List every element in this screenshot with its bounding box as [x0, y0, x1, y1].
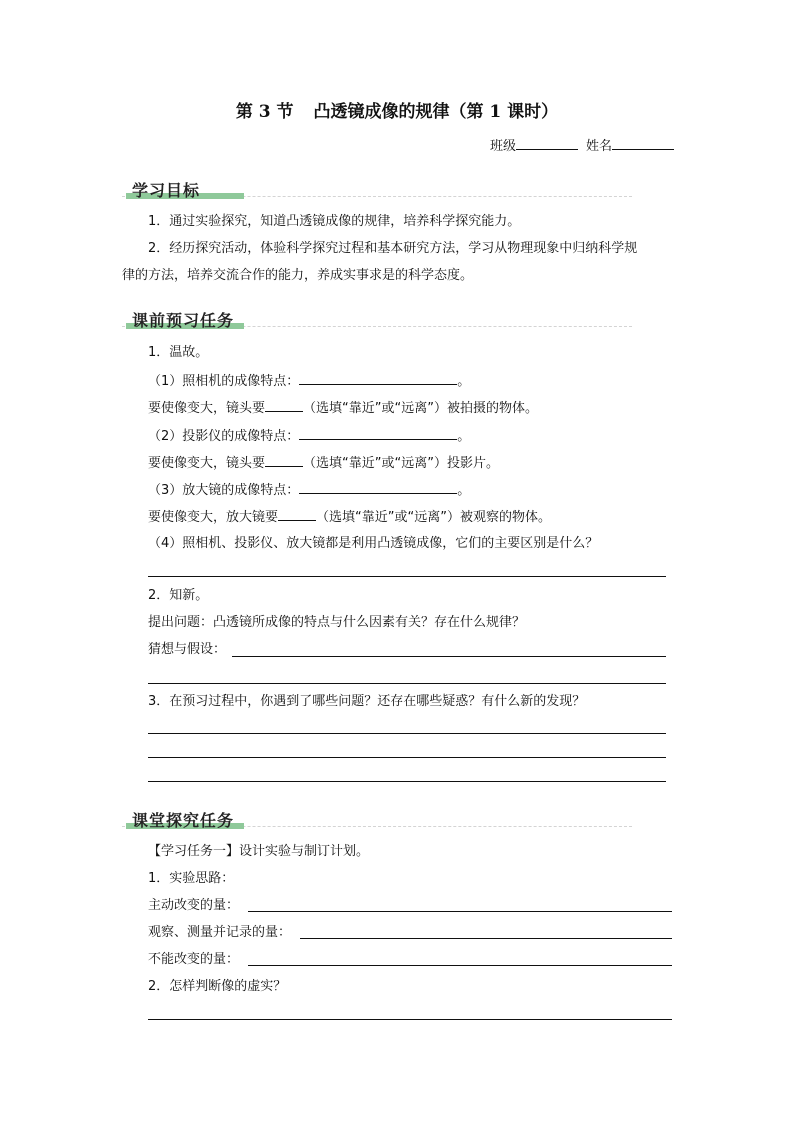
projector-question	[148, 426, 470, 446]
question-text: （选填“靠近”或“远离”）被拍摄的物体。	[303, 401, 538, 416]
objective-2-line2: 律的方法，培养交流合作的能力，养成实事求是的科学态度。	[122, 268, 474, 283]
measured-variable-label: 观察、测量并记录的量：	[148, 925, 292, 940]
question-text: （选填“靠近”或“远离”）投影片。	[303, 456, 499, 471]
name-label: 姓名	[585, 139, 612, 154]
question-text: 要使像变大，镜头要	[148, 456, 266, 471]
problems-question: 3．在预习过程中，你遇到了哪些问题？还存在哪些疑惑？有什么新的发现？	[148, 694, 586, 709]
new-heading: 2．知新。	[148, 588, 209, 603]
period: 。	[457, 483, 471, 498]
hypothesis-answer-line-2[interactable]	[148, 683, 666, 684]
class-field[interactable]	[516, 135, 578, 150]
projector-move-blank[interactable]	[265, 453, 303, 467]
lesson-number: 第 3 节	[235, 102, 294, 122]
lesson-title: 凸透镜成像的规律（第 1 课时）	[313, 102, 559, 122]
measured-variable-line[interactable]	[300, 938, 672, 939]
experiment-idea: 1．实验思路：	[148, 871, 235, 886]
hypothesis-label: 猜想与假设：	[148, 642, 227, 657]
section-title: 课堂探究任务	[132, 811, 235, 830]
section-header-objectives	[122, 178, 632, 206]
difference-question: （4）照相机、投影仪、放大镜都是利用凸透镜成像，它们的主要区别是什么？	[148, 536, 599, 551]
projector-answer-blank[interactable]	[299, 426, 457, 440]
virtual-image-answer-line[interactable]	[148, 1019, 672, 1020]
section-header-classroom	[122, 808, 632, 836]
question-text: （选填“靠近”或“远离”）被观察的物体。	[316, 510, 551, 525]
camera-question-text: （1）照相机的成像特点：	[148, 374, 300, 389]
camera-question	[148, 371, 470, 391]
problems-answer-line-1[interactable]	[148, 733, 666, 734]
problems-answer-line-3[interactable]	[148, 781, 666, 782]
review-heading: 1．温故。	[148, 345, 209, 360]
camera-move-question	[148, 398, 538, 418]
camera-move-blank[interactable]	[265, 398, 303, 412]
fixed-variable-line[interactable]	[248, 965, 672, 966]
camera-answer-blank[interactable]	[299, 371, 457, 385]
name-field[interactable]	[612, 135, 674, 150]
magnifier-move-question	[148, 507, 551, 527]
period: 。	[457, 429, 471, 444]
virtual-image-question: 2．怎样判断像的虚实？	[148, 979, 287, 994]
difference-answer-line[interactable]	[148, 576, 666, 577]
magnifier-answer-blank[interactable]	[299, 480, 457, 494]
class-label: 班级	[489, 139, 516, 154]
hypothesis-answer-line[interactable]	[232, 656, 666, 657]
section-header-preview	[122, 308, 632, 336]
magnifier-question	[148, 480, 470, 500]
projector-move-question	[148, 453, 499, 473]
period: 。	[457, 374, 471, 389]
magnifier-move-blank[interactable]	[278, 507, 316, 521]
magnifier-question-text: （3）放大镜的成像特点：	[148, 483, 300, 498]
objective-2-line1: 2．经历探究活动，体验科学探究过程和基本研究方法，学习从物理现象中归纳科学规	[148, 241, 638, 256]
student-info	[490, 135, 674, 154]
question-text: 要使像变大，放大镜要	[148, 510, 279, 525]
raise-question: 提出问题：凸透镜所成像的特点与什么因素有关？存在什么规律？	[148, 615, 526, 630]
changed-variable-line[interactable]	[248, 911, 672, 912]
question-text: 要使像变大，镜头要	[148, 401, 266, 416]
page-title	[0, 97, 794, 122]
task-one: 【学习任务一】设计实验与制订计划。	[148, 844, 370, 859]
section-title: 学习目标	[132, 181, 201, 200]
projector-question-text: （2）投影仪的成像特点：	[148, 429, 300, 444]
problems-answer-line-2[interactable]	[148, 757, 666, 758]
changed-variable-label: 主动改变的量：	[148, 898, 240, 913]
fixed-variable-label: 不能改变的量：	[148, 952, 240, 967]
objective-1: 1．通过实验探究，知道凸透镜成像的规律，培养科学探究能力。	[148, 214, 521, 229]
section-title: 课前预习任务	[132, 311, 235, 330]
